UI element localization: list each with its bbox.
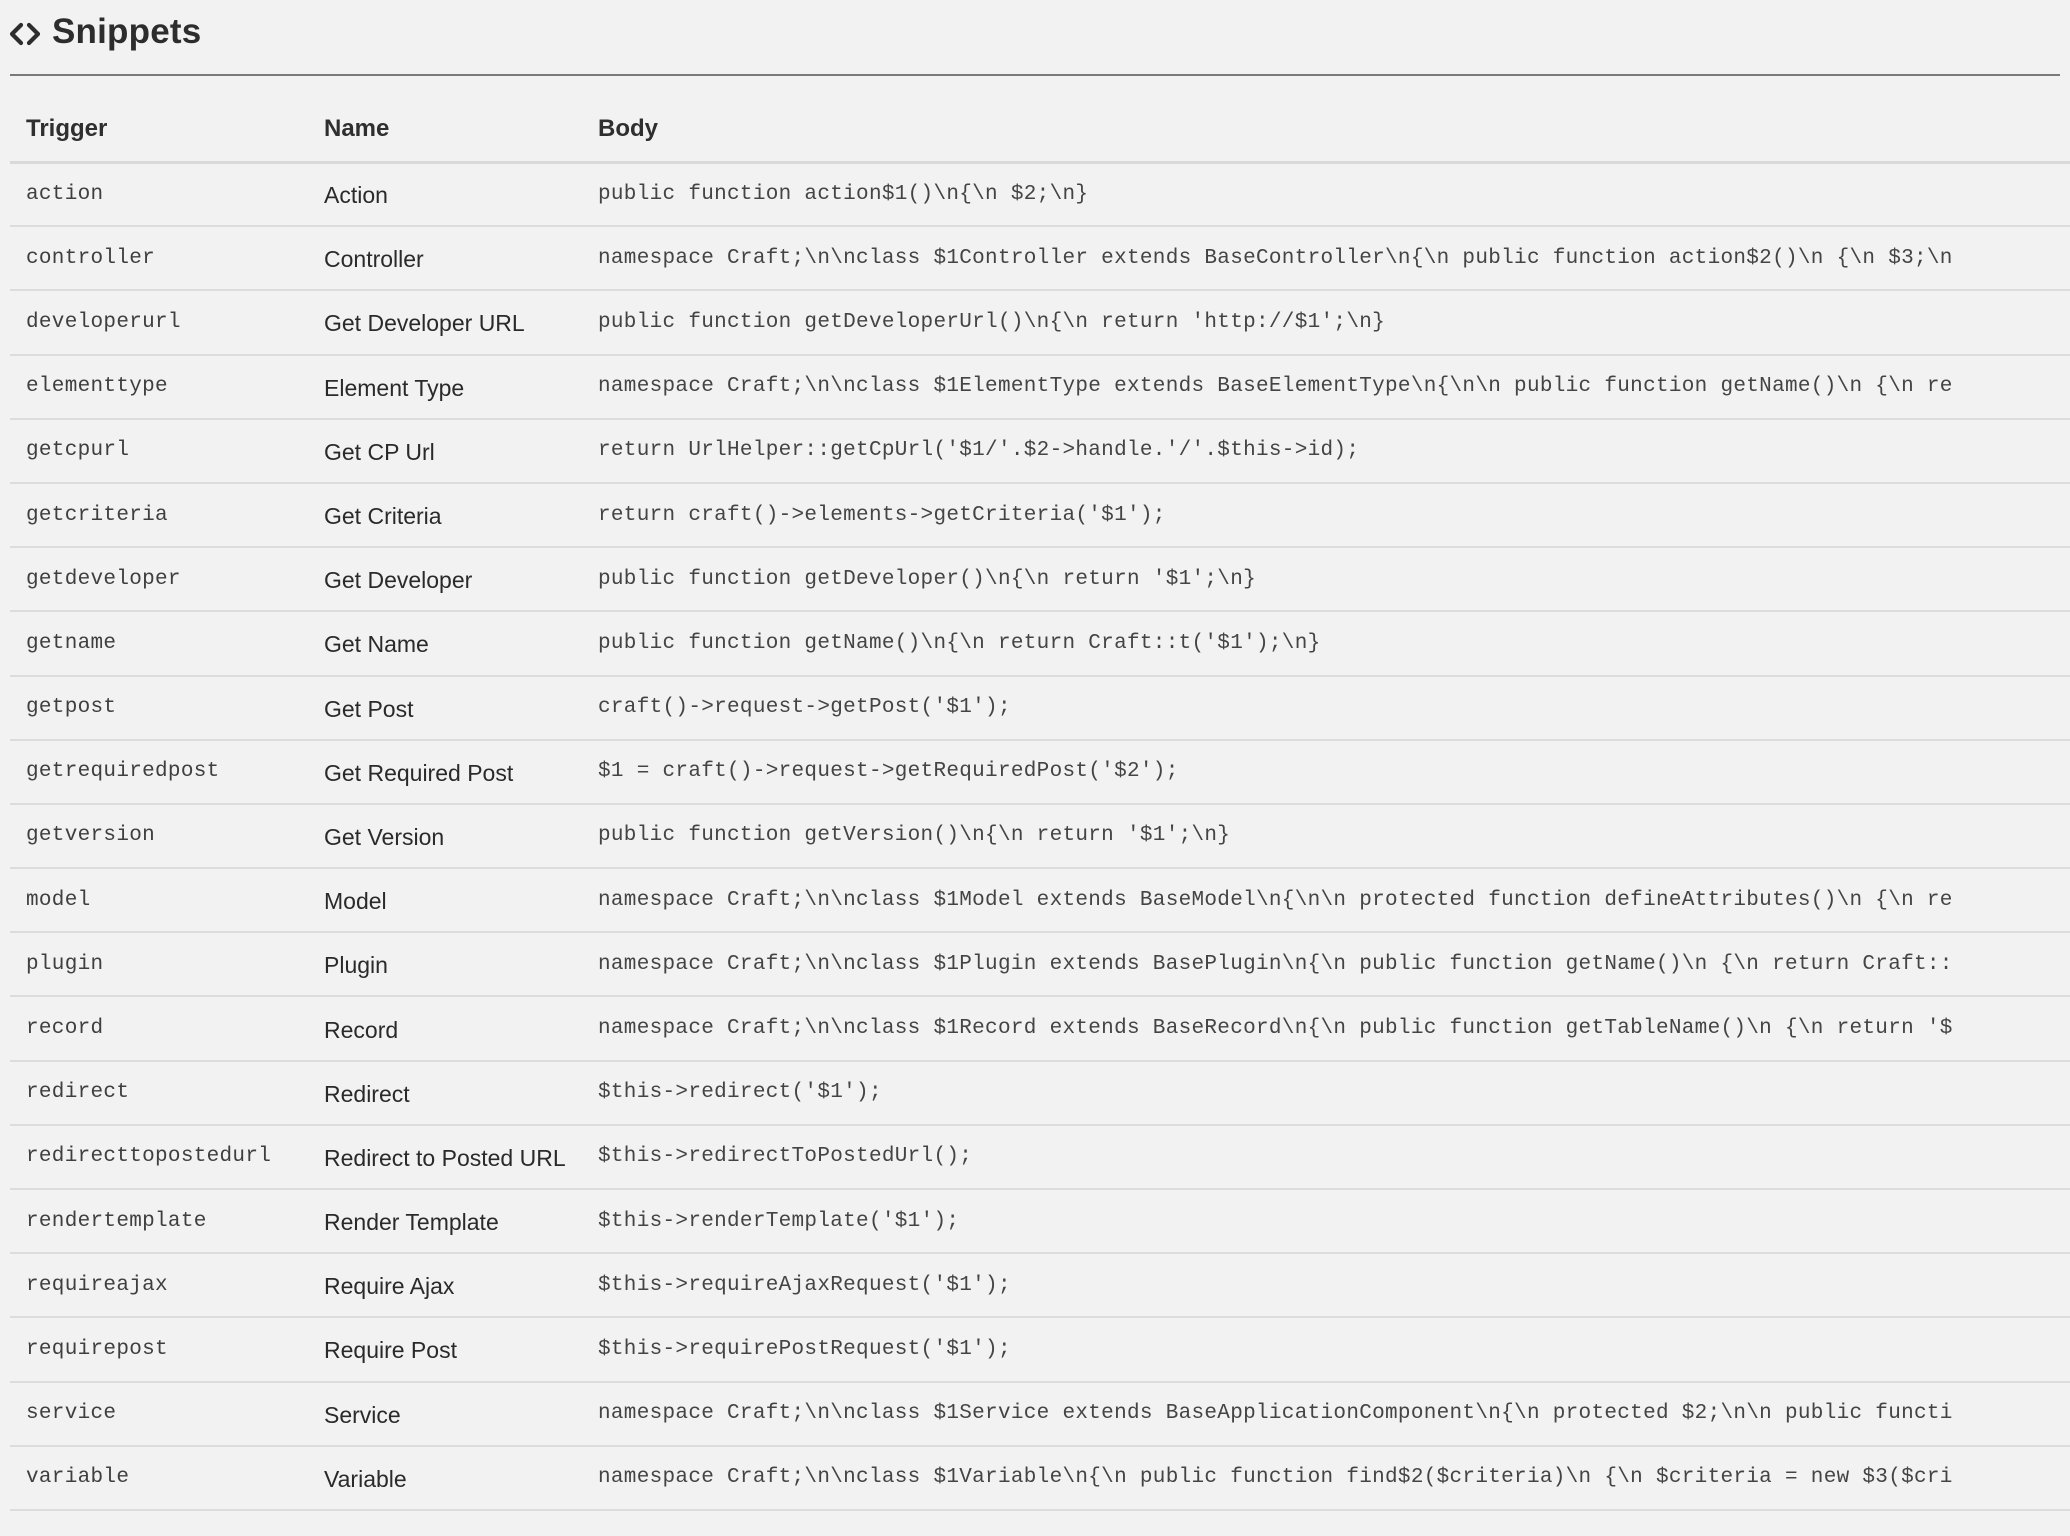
snippet-trigger: getversion [10,804,308,868]
snippet-body: namespace Craft;\n\nclass $1Plugin extends BasePlugin\n{\n public function getName()\n {\n return Craft:: [582,932,2070,996]
snippet-trigger: redirect [10,1061,308,1125]
table-row[interactable] [10,547,2070,611]
snippet-name: Get Version [308,804,582,868]
table-row[interactable] [10,1125,2070,1189]
snippet-trigger: elementtype [10,355,308,419]
table-row[interactable] [10,483,2070,547]
snippet-name: Get Post [308,676,582,740]
page-header [10,0,2060,76]
snippet-trigger: variable [10,1446,308,1510]
table-row[interactable] [10,1189,2070,1253]
snippet-body: $1 = craft()->request->getRequiredPost('$2'); [582,740,2070,804]
snippet-body: craft()->request->getPost('$1'); [582,676,2070,740]
snippet-name: Controller [308,226,582,290]
snippet-trigger: requireajax [10,1253,308,1317]
snippet-body: namespace Craft;\n\nclass $1Model extends BaseModel\n{\n\n protected function defineAttributes()\n {\n re [582,868,2070,932]
snippet-name: Get Required Post [308,740,582,804]
table-row[interactable] [10,996,2070,1060]
snippet-body: $this->redirectToPostedUrl(); [582,1125,2070,1189]
snippets-table [10,98,2070,1511]
snippet-body: namespace Craft;\n\nclass $1Variable\n{\n public function find$2($criteria)\n {\n $criteria = new $3($cri [582,1446,2070,1510]
snippet-body: $this->requireAjaxRequest('$1'); [582,1253,2070,1317]
snippet-body: namespace Craft;\n\nclass $1Record extends BaseRecord\n{\n public function getTableName()\n {\n return '$ [582,996,2070,1060]
snippet-body: namespace Craft;\n\nclass $1Controller extends BaseController\n{\n public function action$2()\n {\n $3;\n [582,226,2070,290]
table-row[interactable] [10,932,2070,996]
snippet-name: Get Developer URL [308,290,582,354]
table-row[interactable] [10,1317,2070,1381]
snippet-name: Get Developer [308,547,582,611]
snippet-trigger: rendertemplate [10,1189,308,1253]
snippet-name: Redirect to Posted URL [308,1125,582,1189]
snippet-trigger: action [10,162,308,226]
table-row[interactable] [10,611,2070,675]
snippet-body: public function getVersion()\n{\n return '$1';\n} [582,804,2070,868]
column-header-trigger[interactable]: Trigger [10,98,308,162]
snippet-trigger: getdeveloper [10,547,308,611]
column-header-name[interactable]: Name [308,98,582,162]
table-row[interactable] [10,1253,2070,1317]
snippet-name: Variable [308,1446,582,1510]
snippet-body: $this->redirect('$1'); [582,1061,2070,1125]
snippet-name: Plugin [308,932,582,996]
snippet-body: namespace Craft;\n\nclass $1ElementType extends BaseElementType\n{\n\n public function getName()\n {\n re [582,355,2070,419]
table-row[interactable] [10,1061,2070,1125]
snippet-trigger: requirepost [10,1317,308,1381]
snippet-body: $this->renderTemplate('$1'); [582,1189,2070,1253]
table-row[interactable] [10,740,2070,804]
table-row[interactable] [10,419,2070,483]
code-icon [10,14,40,54]
snippet-trigger: getpost [10,676,308,740]
snippet-name: Action [308,162,582,226]
snippet-name: Service [308,1382,582,1446]
table-row[interactable] [10,1382,2070,1446]
snippets-table-container [10,98,2070,1511]
snippet-body: public function action$1()\n{\n $2;\n} [582,162,2070,226]
snippet-trigger: getrequiredpost [10,740,308,804]
snippet-name: Require Post [308,1317,582,1381]
snippet-name: Element Type [308,355,582,419]
table-row[interactable] [10,1446,2070,1510]
table-body [10,162,2070,1510]
table-row[interactable] [10,676,2070,740]
snippet-body: public function getDeveloper()\n{\n return '$1';\n} [582,547,2070,611]
snippet-name: Get CP Url [308,419,582,483]
snippet-body: public function getName()\n{\n return Craft::t('$1');\n} [582,611,2070,675]
snippet-trigger: plugin [10,932,308,996]
column-header-body[interactable]: Body [582,98,2070,162]
snippet-trigger: record [10,996,308,1060]
snippet-trigger: getcriteria [10,483,308,547]
table-header-row [10,98,2070,162]
table-row[interactable] [10,290,2070,354]
snippet-trigger: getcpurl [10,419,308,483]
snippet-trigger: service [10,1382,308,1446]
page-title: Snippets [52,12,202,51]
snippet-body: public function getDeveloperUrl()\n{\n return 'http://$1';\n} [582,290,2070,354]
snippet-body: $this->requirePostRequest('$1'); [582,1317,2070,1381]
table-row[interactable] [10,804,2070,868]
snippet-trigger: controller [10,226,308,290]
table-row[interactable] [10,226,2070,290]
snippet-trigger: developerurl [10,290,308,354]
table-header [10,98,2070,162]
snippet-name: Require Ajax [308,1253,582,1317]
table-row[interactable] [10,355,2070,419]
snippet-trigger: getname [10,611,308,675]
table-row[interactable] [10,868,2070,932]
snippet-body: return UrlHelper::getCpUrl('$1/'.$2->handle.'/'.$this->id); [582,419,2070,483]
table-row[interactable] [10,162,2070,226]
snippet-body: namespace Craft;\n\nclass $1Service extends BaseApplicationComponent\n{\n protected $2;\n\n public functi [582,1382,2070,1446]
snippet-body: return craft()->elements->getCriteria('$1'); [582,483,2070,547]
snippet-name: Record [308,996,582,1060]
snippet-name: Redirect [308,1061,582,1125]
snippet-trigger: redirecttopostedurl [10,1125,308,1189]
snippet-trigger: model [10,868,308,932]
snippet-name: Render Template [308,1189,582,1253]
snippet-name: Model [308,868,582,932]
snippet-name: Get Criteria [308,483,582,547]
snippet-name: Get Name [308,611,582,675]
